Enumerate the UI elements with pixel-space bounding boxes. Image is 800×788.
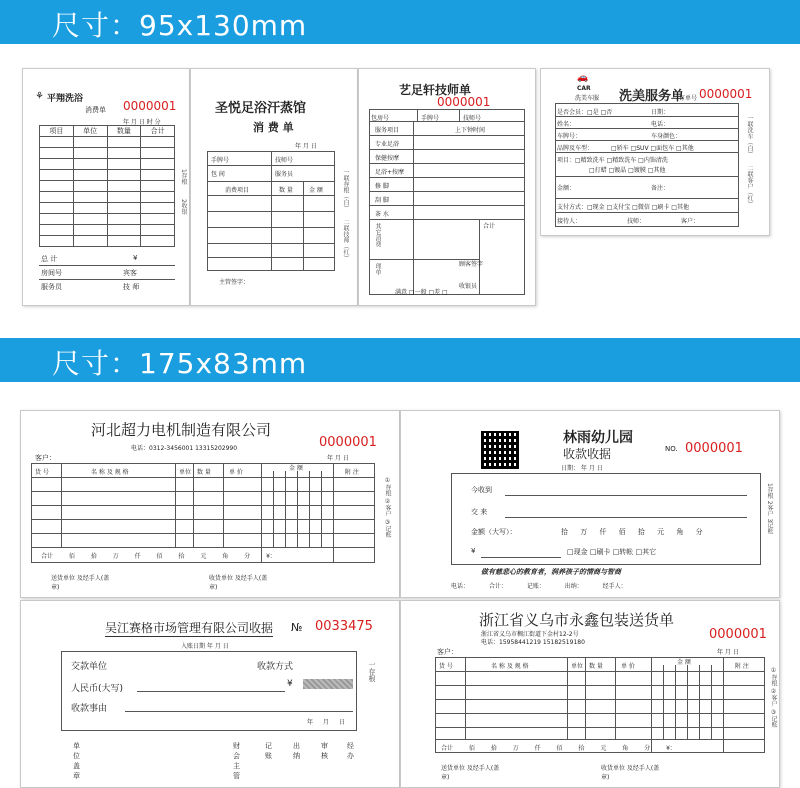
total-row: 合计 佰 拾 万 仟 佰 拾 元 角 分 ¥：	[441, 745, 676, 752]
car-icon: 🚗	[577, 73, 589, 83]
col-header: 附 注	[735, 663, 749, 670]
school-name: 林雨幼儿园	[563, 430, 633, 446]
serial-number: 0000001	[437, 95, 491, 109]
yuan-sign: ¥	[133, 254, 138, 262]
room-label: 包房号	[371, 115, 390, 122]
handler-label: 经办	[347, 742, 354, 760]
yuan-sign: ¥	[287, 679, 293, 689]
serial-number: 0000001	[319, 435, 377, 450]
col-header: 名 称 及 规 格	[491, 663, 529, 670]
col-header: 合计	[141, 126, 175, 137]
amount-label: 金额（大写）：	[471, 528, 517, 536]
col-header: 数量	[107, 126, 141, 137]
total-label: 总 计	[41, 255, 58, 263]
copy-label: 二联客户（红）	[746, 165, 753, 207]
rmb-label: 人民币(大写)	[71, 684, 124, 694]
serial-number: 0033475	[315, 619, 373, 634]
yuan-sign: ¥	[471, 547, 476, 555]
date-label: 年 月 日 时 分	[123, 119, 161, 126]
entry-date: 入账日期 年 月 日	[181, 643, 229, 650]
col-header: 名 称 及 规 格	[91, 469, 129, 476]
no-label: №	[291, 621, 303, 634]
book-label: 记账	[265, 742, 272, 760]
col-header: 单位	[73, 126, 107, 137]
name-field: 姓名：	[557, 121, 576, 128]
phone-text: 电话：15958441219 15182519180	[481, 639, 585, 646]
copy-label: 2收银	[180, 199, 187, 215]
handler-field: 接待人：	[557, 218, 582, 225]
col-header: 货 号	[439, 663, 453, 670]
col-header: 数 量	[279, 187, 293, 194]
row-label: 修 脚	[375, 183, 389, 190]
address-text: 浙江省义乌市稠江街道下金村12-2号	[481, 631, 579, 638]
form-title: 圣悦足浴汗蒸馆	[215, 101, 307, 116]
col-header: 附 注	[345, 469, 359, 476]
time-label: 上下钟时间	[455, 127, 486, 134]
col-header: 数 量	[197, 469, 211, 476]
hand-label: 手牌号	[211, 157, 230, 164]
items-field: 项目：□精致洗车 □精致洗车 □内饰清洗	[557, 157, 668, 164]
audit-label: 审核	[321, 742, 328, 760]
size-banner-2	[0, 338, 800, 382]
service-label: 服务员	[275, 171, 294, 178]
copy-label: 一联存根（白）	[342, 169, 349, 211]
serial-number: 0000001	[709, 627, 767, 642]
date-field: 日期：	[651, 109, 670, 116]
cashier-label: 收银员	[459, 283, 478, 290]
col-header: 消费项目	[225, 187, 250, 194]
receipt-title: 收款收据	[563, 447, 612, 461]
copy-label: 一存根	[368, 661, 376, 682]
reason-label: 收款事由	[71, 704, 108, 714]
copy-label: 一联洗车（白）	[746, 115, 753, 157]
brand-name: 平翔洗浴	[47, 94, 84, 104]
col-header: 数 量	[589, 663, 603, 670]
pay-field: 支付方式：□现金 □支付宝 □微信 □刷卡 □其他	[557, 204, 689, 211]
pay-label: 交 来	[471, 508, 488, 516]
form-hebei-chaoli	[20, 410, 400, 598]
form-linyu-kindergarten	[400, 410, 780, 598]
date-label: 年 月 日	[717, 649, 739, 656]
company-name: 河北超力电机制造有限公司	[91, 421, 272, 439]
receiver-label: 收货单位 及经手人(盖章)	[601, 765, 660, 781]
row-label: 足浴+按摩	[375, 169, 405, 176]
total-row: 合计 佰 拾 万 仟 佰 拾 元 角 分 ¥：	[41, 553, 276, 560]
size-banner-1	[0, 0, 800, 44]
row-label: 专业足浴	[375, 141, 400, 148]
receiver-label: 收货单位 及经手人(盖章)	[209, 575, 268, 591]
copy-label: 二联技师（红）	[342, 219, 349, 261]
remark-field: 备注：	[651, 185, 670, 192]
footer-fields: 电话： 合计： 记账： 出纳： 经手人：	[451, 583, 627, 590]
col-header: 货 号	[35, 469, 49, 476]
amount-units: 拾 万 仟 佰 拾 元 角 分	[561, 528, 703, 536]
cashier-label: 出纳	[293, 742, 300, 760]
tip-label: 理单	[374, 263, 381, 275]
sender-label: 送货单位 及经手人(盖章)	[51, 575, 110, 591]
phone-field: 电话：	[651, 121, 670, 128]
form-shengyue	[190, 68, 358, 306]
total-label: 合计	[483, 223, 496, 230]
date-label: 年 月 日	[295, 143, 317, 150]
items-field-2: □打蜡 □镀晶 □镀膜 □其他	[589, 167, 666, 174]
company-name: 浙江省义乌市永鑫包装送货单	[479, 611, 675, 629]
row-label: 茶 水	[375, 211, 389, 218]
serial-number: 0000001	[685, 441, 743, 456]
order-label: 订单号	[679, 95, 698, 102]
form-subtitle: 消 费 单	[253, 121, 294, 134]
row-label: 服务项目	[375, 127, 400, 134]
satisfaction: 满意 □一般 □差 □	[395, 289, 448, 296]
sender-label: 送货单位 及经手人(盖章)	[441, 765, 500, 781]
banner-title: 尺寸：95x130mm	[52, 9, 308, 42]
tech-label: 技 师	[123, 283, 140, 291]
guest-label: 宾客	[123, 269, 137, 277]
col-header: 单位	[179, 469, 192, 476]
form-title: 洗美服务单	[619, 89, 685, 104]
row-label: 保健按摩	[375, 155, 400, 162]
col-header: 单 价	[229, 469, 243, 476]
pay-methods: □现金 □刷卡 □转帐 □其它	[567, 548, 657, 556]
logo-icon: ⚘	[35, 91, 44, 102]
form-ximei	[540, 68, 770, 236]
slogan: 做有慈悲心的教育者，润养孩子的情商与智商	[481, 567, 621, 576]
form-title: 消费单	[85, 106, 106, 114]
form-title: 艺足轩技师单	[399, 83, 472, 97]
banner-title: 尺寸：175x83mm	[52, 347, 308, 380]
no-label: NO.	[665, 445, 678, 453]
date-label: 年 月 日	[307, 719, 345, 726]
tech-field: 技师：	[627, 218, 646, 225]
waiter-label: 服务员	[41, 283, 62, 291]
payer-label: 交款单位	[71, 662, 108, 672]
amount-field: 金额：	[557, 185, 576, 192]
serial-number: 0000001	[123, 99, 177, 113]
phone-text: 电话：0312-3456001 13315202990	[131, 445, 238, 452]
amount-box	[303, 679, 353, 689]
customer-field: 客户：	[681, 218, 700, 225]
room-label: 包 间	[211, 171, 225, 178]
color-field: 车身颜色：	[651, 133, 682, 140]
item-table	[39, 125, 175, 247]
serial-number: 0000001	[699, 87, 753, 101]
date-label: 年 月 日	[327, 455, 349, 462]
copy-label: ①存根 ②客户 ③记账	[384, 477, 391, 538]
row-label: 刮 脚	[375, 197, 389, 204]
copy-label: ①存根 ②客户 ③记账	[770, 667, 777, 728]
car-types: □轿车 □SUV □面包车 □其他	[611, 145, 694, 152]
remark-label: 顾客签字	[459, 261, 484, 268]
hand-label: 手牌号	[421, 115, 440, 122]
techno-label: 技师号	[275, 157, 294, 164]
tech-label: 技师号	[463, 115, 482, 122]
form-pingxiang	[22, 68, 190, 306]
method-label: 收款方式	[257, 662, 294, 672]
copy-label: 1存根 2客户 3记账	[766, 483, 773, 535]
logo-text: CAR	[577, 85, 591, 92]
brand-field: 品牌及车型：	[557, 145, 594, 152]
form-wujiang-saige	[20, 600, 400, 788]
company-name: 吴江赛格市场管理有限公司收据	[105, 621, 274, 635]
col-header: 金 额	[309, 187, 323, 194]
fin-label: 财会主管	[233, 742, 240, 780]
col-header: 项目	[40, 126, 74, 137]
col-header: 单 价	[621, 663, 635, 670]
customer-label: 客户：	[437, 648, 458, 656]
col-header: 金 额	[289, 465, 303, 472]
other-label: 其它消费	[374, 223, 381, 247]
customer-label: 客户：	[35, 454, 56, 462]
col-header: 金 额	[677, 659, 691, 666]
room-label: 房间号	[41, 269, 62, 277]
sign-label: 主管签字：	[219, 279, 250, 286]
received-label: 今收到	[471, 486, 492, 494]
member-field: 是否会员：□是 □否	[557, 109, 613, 116]
qr-code-icon	[481, 431, 519, 469]
form-yizuxuan	[358, 68, 536, 306]
plate-field: 车牌号：	[557, 133, 582, 140]
logo-sub: 洗美车服	[575, 95, 600, 102]
col-header: 单位	[571, 663, 584, 670]
date-label: 日期： 年 月 日	[561, 465, 603, 472]
form-yiwu-yongxin	[400, 600, 780, 788]
copy-label: 1存根	[180, 169, 187, 185]
seal-label: 单位盖章	[73, 742, 80, 780]
